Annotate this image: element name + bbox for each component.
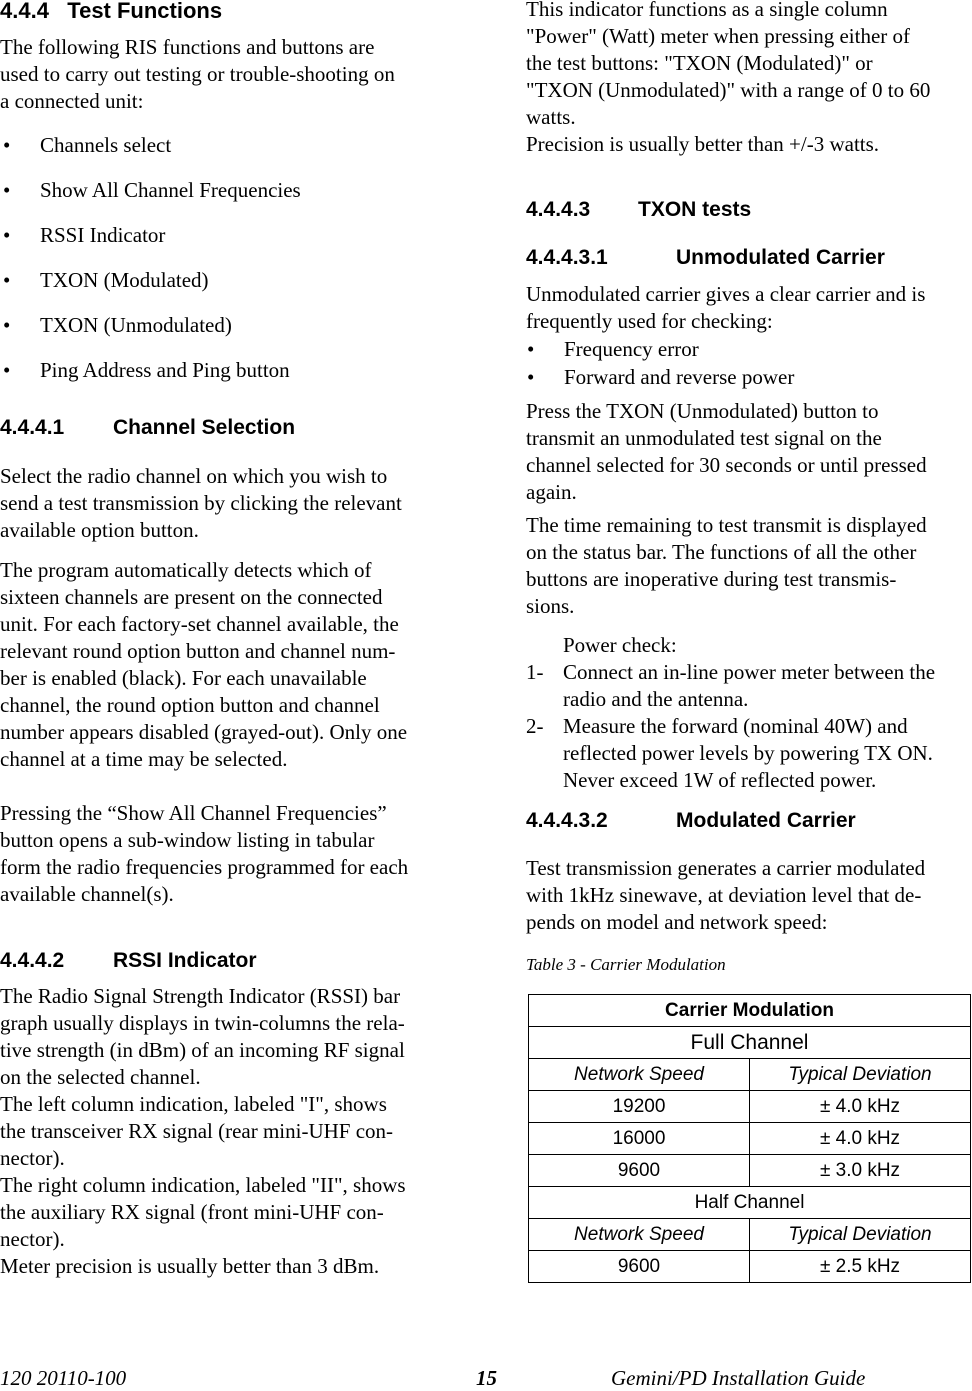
bullet-text: RSSI Indicator <box>40 223 166 247</box>
heading-title: RSSI Indicator <box>113 949 257 972</box>
text-line: on the status bar. The functions of all the other <box>526 540 917 564</box>
column-header-network-speed: Network Speed <box>529 1059 750 1091</box>
full-channel-label: Full Channel <box>529 1027 971 1059</box>
text-line: buttons are inoperative during test transmis- <box>526 567 897 591</box>
table-cell: 19200 <box>529 1091 750 1123</box>
text-line: tive strength (in dBm) of an incoming RF signal <box>0 1038 405 1062</box>
text-line: Test transmission generates a carrier modulated <box>526 856 926 880</box>
power-check-label <box>563 632 677 659</box>
text-line: sixteen channels are present on the connected <box>0 585 383 609</box>
heading-4-4-4-3-1 <box>526 246 885 270</box>
text-line: nector). <box>0 1227 65 1251</box>
table-cell: 16000 <box>529 1123 750 1155</box>
text-line: Meter precision is usually better than 3 dBm. <box>0 1254 380 1278</box>
text-line: The time remaining to test transmit is displayed <box>526 513 927 537</box>
text-line: Power check: <box>563 633 677 657</box>
footer-document-number: 120 20110-100 <box>0 1366 127 1390</box>
text-line: with 1kHz sinewave, at deviation level that de- <box>526 883 922 907</box>
column-header-typical-deviation: Typical Deviation <box>750 1059 971 1091</box>
table-title-row <box>529 995 971 1027</box>
modulated-paragraph <box>526 855 925 936</box>
bullet-text: Frequency error <box>564 337 699 361</box>
text-line: Connect an in-line power meter between the <box>563 660 936 684</box>
text-line: channel, the round option button and channel <box>0 693 380 717</box>
table-header-row <box>529 1059 971 1091</box>
bullet-text: Forward and reverse power <box>564 365 795 389</box>
text-line: radio and the antenna. <box>563 687 749 711</box>
channel-selection-paragraph <box>0 463 402 544</box>
column-header-network-speed: Network Speed <box>529 1219 750 1251</box>
table-row <box>529 1251 971 1283</box>
table-cell: ± 4.0 kHz <box>750 1091 971 1123</box>
text-line: used to carry out testing or trouble-shooting on <box>0 62 395 86</box>
heading-title: Channel Selection <box>113 416 296 439</box>
text-line: Unmodulated carrier gives a clear carrier and is <box>526 282 926 306</box>
table-row <box>529 1091 971 1123</box>
text-line: sions. <box>526 594 575 618</box>
footer-guide-title: Gemini/PD Installation Guide <box>611 1366 866 1390</box>
bullet-text: TXON (Unmodulated) <box>40 313 232 337</box>
text-line: The program automatically detects which of <box>0 558 372 582</box>
text-line: unit. For each factory-set channel available, the <box>0 612 399 636</box>
table-row <box>529 1123 971 1155</box>
intro-paragraph <box>0 34 395 115</box>
unmodulated-intro-paragraph <box>526 281 925 335</box>
table-header-row <box>529 1219 971 1251</box>
heading-title: Unmodulated Carrier <box>676 246 885 269</box>
table-cell: 9600 <box>529 1251 750 1283</box>
text-line: pends on model and network speed: <box>526 910 828 934</box>
text-line: relevant round option button and channel num- <box>0 639 396 663</box>
text-line: form the radio frequencies programmed for each <box>0 855 409 879</box>
text-line: frequently used for checking: <box>526 309 773 333</box>
text-line: "Power" (Watt) meter when pressing either of <box>526 24 910 48</box>
heading-number: 4.4.4.3.2 <box>526 809 608 832</box>
half-channel-label: Half Channel <box>529 1187 971 1219</box>
text-line: "TXON (Unmodulated)" with a range of 0 to 60 <box>526 78 931 102</box>
text-line: button opens a sub-window listing in tabular <box>0 828 375 852</box>
table-caption: Table 3 - Carrier Modulation <box>526 955 726 974</box>
time-remaining-paragraph <box>526 512 927 620</box>
table-section-row <box>529 1027 971 1059</box>
heading-number: 4.4.4.1 <box>0 416 65 439</box>
step-number: 2- <box>526 714 544 738</box>
text-line: Select the radio channel on which you wish to <box>0 464 388 488</box>
text-line: available option button. <box>0 518 199 542</box>
heading-4-4-4-3 <box>526 198 751 222</box>
text-line: ber is enabled (black). For each unavailable <box>0 666 367 690</box>
text-line: number appears disabled (grayed-out). Only one <box>0 720 408 744</box>
carrier-modulation-table <box>528 994 971 1283</box>
heading-title: Modulated Carrier <box>676 809 856 832</box>
bullet-text: TXON (Modulated) <box>40 268 209 292</box>
heading-number: 4.4.4.3 <box>526 198 591 221</box>
column-header-typical-deviation: Typical Deviation <box>750 1219 971 1251</box>
bullet-text: Ping Address and Ping button <box>40 358 290 382</box>
text-line: available channel(s). <box>0 882 174 906</box>
text-line: watts. <box>526 105 576 129</box>
text-line: on the selected channel. <box>0 1065 201 1089</box>
text-line: The left column indication, labeled "I", shows <box>0 1092 387 1116</box>
heading-4-4-4 <box>0 0 222 24</box>
text-line: Measure the forward (nominal 40W) and <box>563 714 908 738</box>
text-line: the auxiliary RX signal (front mini-UHF con- <box>0 1200 384 1224</box>
text-line: send a test transmission by clicking the relevant <box>0 491 402 515</box>
heading-4-4-4-2 <box>0 949 257 973</box>
heading-4-4-4-1 <box>0 416 295 440</box>
step-number: 1- <box>526 660 544 684</box>
table-cell: 9600 <box>529 1155 750 1187</box>
rssi-paragraph <box>0 983 406 1280</box>
table-cell: ± 2.5 kHz <box>750 1251 971 1283</box>
text-line: The right column indication, labeled "II", shows <box>0 1173 406 1197</box>
power-meter-paragraph <box>526 0 930 158</box>
heading-number: 4.4.4.2 <box>0 949 65 972</box>
text-line: graph usually displays in twin-columns the rela- <box>0 1011 405 1035</box>
text-line: channel selected for 30 seconds or until pressed <box>526 453 927 477</box>
table-cell: ± 3.0 kHz <box>750 1155 971 1187</box>
text-line: nector). <box>0 1146 65 1170</box>
bullet-text: Show All Channel Frequencies <box>40 178 301 202</box>
text-line: Precision is usually better than +/-3 watts. <box>526 132 880 156</box>
text-line: The Radio Signal Strength Indicator (RSSI) bar <box>0 984 401 1008</box>
table-section-row <box>529 1187 971 1219</box>
text-line: Never exceed 1W of reflected power. <box>563 768 877 792</box>
text-line: Pressing the “Show All Channel Frequencies” <box>0 801 387 825</box>
text-line: the transceiver RX signal (rear mini-UHF con- <box>0 1119 394 1143</box>
text-line: The following RIS functions and buttons are <box>0 35 375 59</box>
text-line: This indicator functions as a single column <box>526 0 888 21</box>
bullet-text: Channels select <box>40 133 172 157</box>
heading-number: 4.4.4 <box>0 0 49 23</box>
heading-number: 4.4.4.3.1 <box>526 246 608 269</box>
channel-detection-paragraph <box>0 557 407 773</box>
table-row <box>529 1155 971 1187</box>
text-line: reflected power levels by powering TX ON. <box>563 741 933 765</box>
show-frequencies-paragraph <box>0 800 408 908</box>
table-cell: ± 4.0 kHz <box>750 1123 971 1155</box>
text-line: channel at a time may be selected. <box>0 747 288 771</box>
table-title: Carrier Modulation <box>529 995 971 1027</box>
heading-title: TXON tests <box>638 198 752 221</box>
text-line: a connected unit: <box>0 89 144 113</box>
txon-press-paragraph <box>526 398 927 506</box>
heading-4-4-4-3-2 <box>526 809 856 833</box>
footer-page-number: 15 <box>476 1366 497 1390</box>
text-line: transmit an unmodulated test signal on the <box>526 426 882 450</box>
text-line: again. <box>526 480 577 504</box>
text-line: the test buttons: "TXON (Modulated)" or <box>526 51 873 75</box>
heading-title: Test Functions <box>67 0 223 23</box>
text-line: Press the TXON (Unmodulated) button to <box>526 399 879 423</box>
